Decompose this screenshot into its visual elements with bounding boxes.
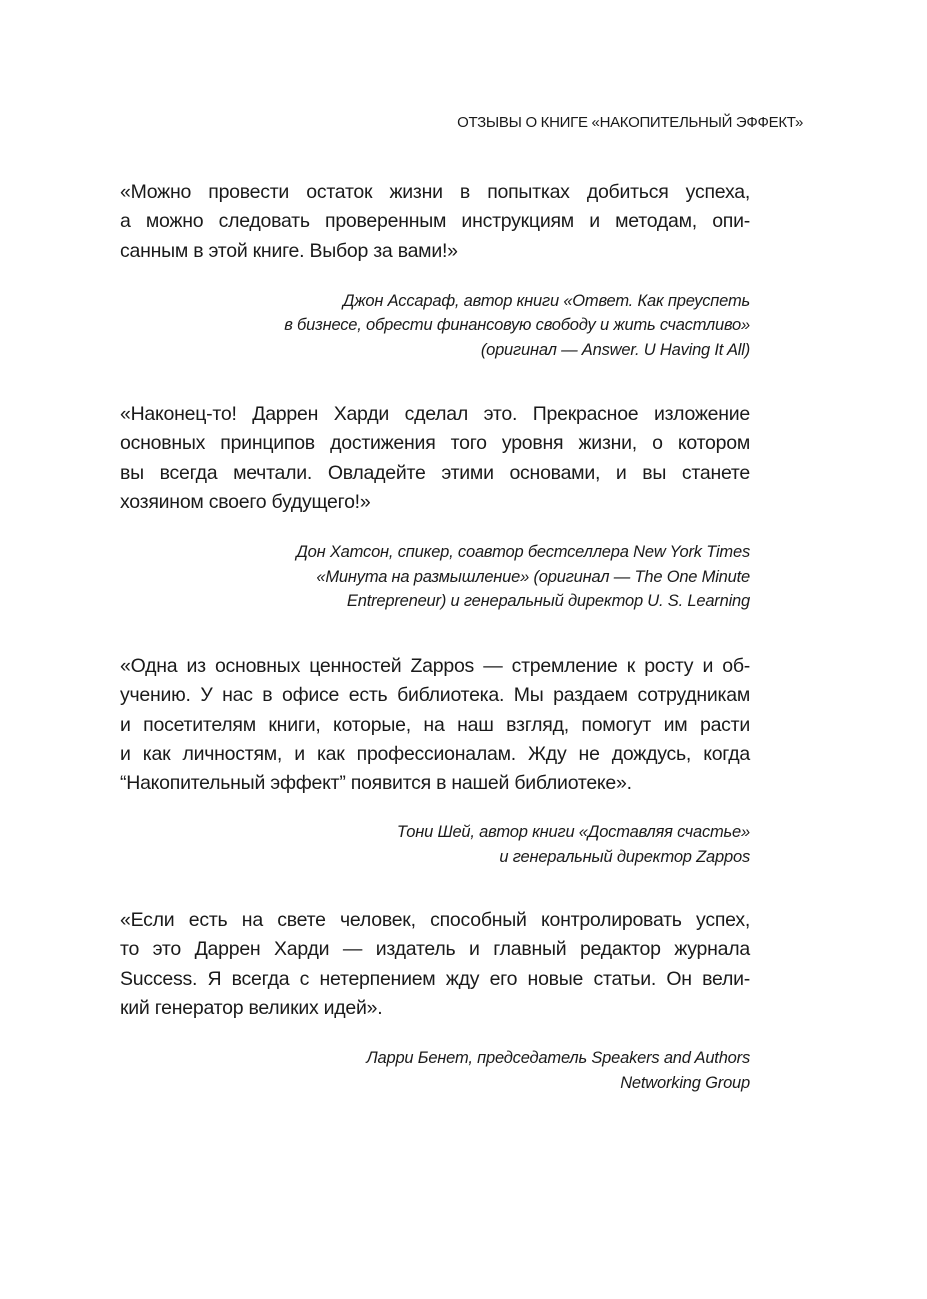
quote-line: хозяином своего будущего!» <box>120 490 371 513</box>
review-quote <box>120 906 750 1023</box>
quote-line: «Можно провести остаток жизни в попытках добиться успеха, <box>120 181 750 203</box>
attribution-line: в бизнесе, обрести финансовую свободу и жить счастливо» <box>284 316 750 335</box>
quote-line: «Наконец-то! Даррен Харди сделал это. Прекрасное изложение <box>120 403 750 425</box>
review-quote <box>120 400 750 517</box>
review-attribution <box>120 289 750 363</box>
attribution-line: «Минута на размышление» (оригинал — The One Minute <box>316 567 750 586</box>
quote-line: а можно следовать проверенным инструкциям и методам, опи- <box>120 210 750 233</box>
attribution-line: Entrepreneur) и генеральный директор U. S. Learning <box>346 592 750 611</box>
review <box>120 906 750 1095</box>
quote-line: санным в этой книге. Выбор за вами!» <box>120 239 458 262</box>
attribution-line: Networking Group <box>620 1073 750 1092</box>
attribution-line: Дон Хатсон, спикер, соавтор бестселлера New York Times <box>296 543 750 562</box>
quote-line: «Одна из основных ценностей Zappos — стремление к росту и об- <box>120 655 750 677</box>
quote-line: “Накопительный эффект” появится в нашей библиотеке». <box>120 772 632 795</box>
running-title: ОТЗЫВЫ О КНИГЕ «НАКОПИТЕЛЬНЫЙ ЭФФЕКТ» <box>457 114 803 131</box>
quote-line: учению. У нас в офисе есть библиотека. Мы раздаем сотрудникам <box>120 684 750 707</box>
attribution-line: и генеральный директор Zappos <box>499 847 750 866</box>
review <box>120 652 750 869</box>
quote-line: основных принципов достижения того уровня жизни, о котором <box>120 432 750 455</box>
review-attribution <box>120 820 750 869</box>
quote-line: и посетителям книги, которые, на наш взгляд, помогут им расти <box>120 713 750 736</box>
review <box>120 178 750 362</box>
attribution-line: Тони Шей, автор книги «Доставляя счастье» <box>396 823 750 842</box>
attribution-line: (оригинал — Answer. U Having It All) <box>480 340 750 359</box>
attribution-line: Джон Ассараф, автор книги «Ответ. Как преуспеть <box>342 291 750 310</box>
review-attribution <box>120 1046 750 1095</box>
review-quote <box>120 652 750 798</box>
quote-line: «Если есть на свете человек, способный контролировать успех, <box>120 909 750 931</box>
quote-line: то это Даррен Харди — издатель и главный редактор журнала <box>120 938 750 961</box>
quote-line: кий генератор великих идей». <box>120 996 383 1019</box>
review-quote <box>120 178 750 266</box>
quote-line: вы всегда мечтали. Овладейте этими основами, и вы станете <box>120 461 750 484</box>
review-attribution <box>120 540 750 614</box>
attribution-line: Ларри Бенет, председатель Speakers and Authors <box>366 1049 750 1068</box>
quote-line: и как личностям, и как профессионалам. Жду не дождусь, когда <box>120 742 750 765</box>
review <box>120 400 750 614</box>
quote-line: Success. Я всегда с нетерпением жду его новые статьи. Он вели- <box>120 967 750 990</box>
